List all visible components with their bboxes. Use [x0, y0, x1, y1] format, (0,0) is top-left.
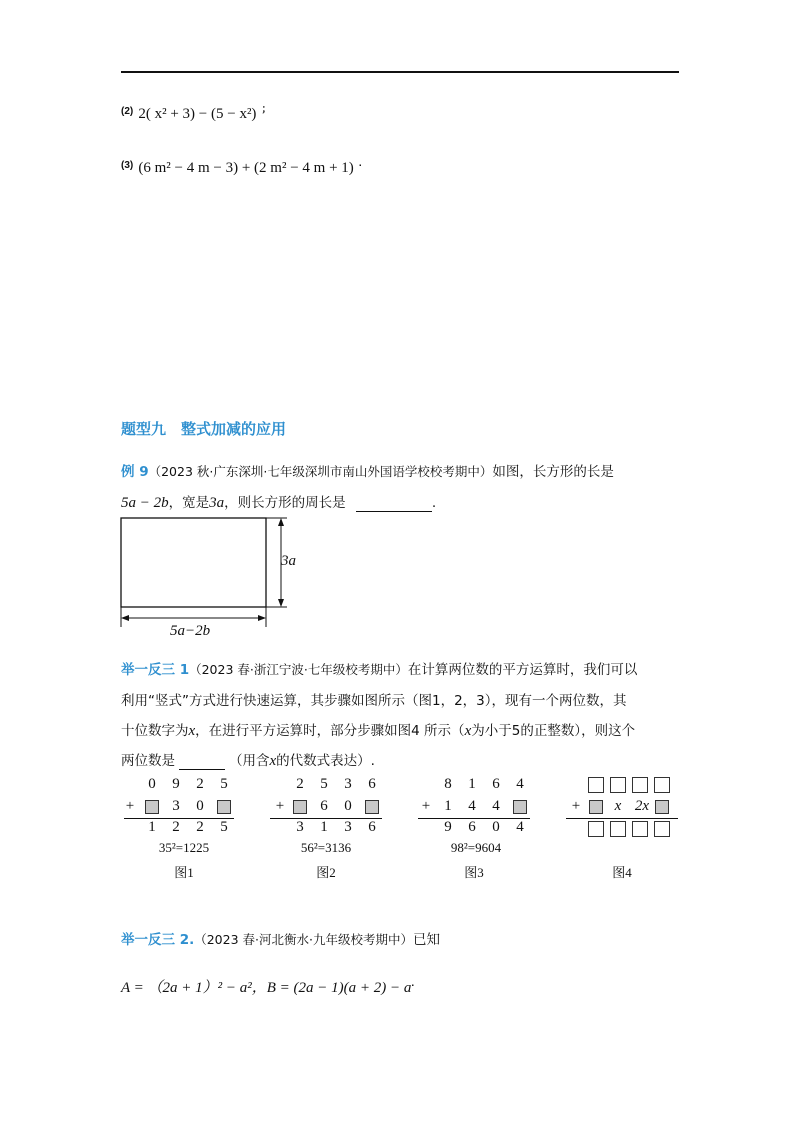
- digit: 1: [320, 819, 328, 835]
- shaded-box: [365, 800, 379, 814]
- item-number: (3): [121, 160, 134, 171]
- length-expression: 5a − 2b: [121, 495, 169, 511]
- shaded-box: [217, 800, 231, 814]
- arrowhead-icon: [278, 599, 284, 607]
- example-text: ，宽是: [168, 495, 210, 511]
- digit: 8: [444, 776, 452, 792]
- digit: 4: [516, 776, 524, 792]
- arrowhead-icon: [278, 518, 284, 526]
- digit: 9: [444, 819, 452, 835]
- digit: 3: [296, 819, 304, 835]
- plus-sign: +: [571, 798, 581, 814]
- vertical-calc-figure-2: [270, 776, 380, 876]
- figure-caption: 图2: [316, 865, 336, 880]
- section-title: 题型九 整式加减的应用: [121, 420, 287, 438]
- digit: 3: [344, 776, 352, 792]
- digit: 3: [172, 798, 180, 814]
- header-rule: [121, 71, 679, 73]
- digit: 1: [148, 819, 156, 835]
- practice-text: ，在进行平方运算时，部分步骤如图4 所示（: [195, 723, 465, 739]
- figure-equation: 56²=3136: [300, 840, 352, 855]
- practice-text: 已知: [412, 932, 440, 948]
- plus-sign: +: [125, 798, 135, 814]
- shaded-box: [513, 800, 527, 814]
- empty-box[interactable]: [654, 777, 670, 793]
- practice-1-line-2: 利用“竖式”方式进行快速运算，其步骤如图所示（图1，2，3），现有一个两位数，其: [121, 693, 627, 709]
- example-text: ，则长方形的周长是: [224, 495, 346, 511]
- variable-x: x: [614, 798, 622, 814]
- practice-text: 两位数是: [121, 753, 175, 769]
- empty-box[interactable]: [610, 821, 626, 837]
- shaded-box: [293, 800, 307, 814]
- example-9-line-1: [121, 460, 614, 480]
- digit: 6: [492, 776, 500, 792]
- item-2: [121, 103, 272, 123]
- empty-box[interactable]: [588, 821, 604, 837]
- width-label: 3a: [281, 553, 296, 569]
- digit: 0: [148, 776, 156, 792]
- answer-blank[interactable]: [179, 753, 225, 770]
- example-text: 如图，长方形的长是: [492, 464, 614, 480]
- empty-box[interactable]: [610, 777, 626, 793]
- digit: 2: [196, 819, 204, 835]
- digit: 2: [196, 776, 204, 792]
- vertical-calc-figure-1: [124, 776, 234, 876]
- practice-source: （2023 春·河北衡水·九年级校考期中）: [194, 932, 413, 947]
- rectangle-figure: [115, 515, 315, 635]
- practice-text: 为小于5的正整数），则这个: [471, 723, 636, 739]
- digit: 1: [468, 776, 476, 792]
- variable-x: x: [188, 723, 196, 739]
- practice-text: 的代数式表达）.: [276, 753, 375, 769]
- arrowhead-icon: [258, 615, 266, 621]
- figure-caption: 图1: [174, 865, 194, 880]
- item-punct: ；: [261, 104, 272, 115]
- empty-box[interactable]: [588, 777, 604, 793]
- vertical-calc-figure-3: [418, 776, 533, 876]
- practice-text: 十位数字为: [121, 723, 189, 739]
- expression-b: B = (2a − 1)(a + 2) − a: [266, 980, 412, 996]
- digit: 1: [444, 798, 452, 814]
- digit: 0: [344, 798, 352, 814]
- digit: 0: [492, 819, 500, 835]
- empty-box[interactable]: [654, 821, 670, 837]
- digit: 0: [196, 798, 204, 814]
- practice-label: 举一反三 2.: [121, 932, 195, 948]
- empty-box[interactable]: [632, 777, 648, 793]
- example-9-line-2: [121, 491, 436, 512]
- rectangle: [121, 518, 266, 607]
- digit: 6: [320, 798, 328, 814]
- figure-equation: 98²=9604: [450, 840, 502, 855]
- empty-box[interactable]: [632, 821, 648, 837]
- digit: 4: [492, 798, 500, 814]
- item-3: [121, 157, 362, 177]
- digit: 3: [344, 819, 352, 835]
- digit: 4: [516, 819, 524, 835]
- example-source: （2023 秋·广东深圳·七年级深圳市南山外国语学校校考期中）: [148, 464, 493, 479]
- digit: 4: [468, 798, 476, 814]
- shaded-box: [655, 800, 669, 814]
- shaded-box: [589, 800, 603, 814]
- variable-2x: 2x: [634, 798, 650, 814]
- arrowhead-icon: [121, 615, 129, 621]
- digit: 2: [172, 819, 180, 835]
- item-number: (2): [121, 106, 134, 117]
- digit: 5: [220, 776, 228, 792]
- item-punct: .: [358, 158, 362, 169]
- figure-caption: 图3: [464, 865, 484, 880]
- item-expression: (6 m² − 4 m − 3) + (2 m² − 4 m + 1): [138, 160, 354, 176]
- expression-end: .: [411, 978, 415, 989]
- item-expression: 2( x² + 3) − (5 − x²): [138, 106, 257, 122]
- practice-2-expressions: [121, 976, 414, 997]
- figure-equation: 35²=1225: [158, 840, 210, 855]
- length-label: 5a−2b: [170, 623, 211, 639]
- practice-source: （2023 春·浙江宁波·七年级校考期中）: [189, 662, 408, 677]
- answer-blank[interactable]: [356, 495, 432, 512]
- practice-text: （用含: [229, 753, 270, 769]
- variable-x: x: [269, 753, 277, 769]
- sum-line: [566, 818, 678, 819]
- shaded-box: [145, 800, 159, 814]
- example-end: .: [431, 495, 437, 511]
- practice-1-line-3: [121, 719, 635, 740]
- example-label: 例 9: [121, 464, 149, 480]
- expression-a: A = （2a + 1）² − a²，: [121, 980, 267, 996]
- digit: 5: [220, 819, 228, 835]
- practice-1-line-4: [121, 749, 375, 770]
- digit: 5: [320, 776, 328, 792]
- figure-caption: 图4: [612, 865, 632, 880]
- plus-sign: +: [275, 798, 285, 814]
- vertical-calc-figure-4: [566, 776, 680, 876]
- practice-label: 举一反三 1: [121, 662, 190, 678]
- practice-1-line-1: [121, 658, 637, 678]
- practice-2-line-1: [121, 928, 440, 948]
- digit: 9: [172, 776, 180, 792]
- digit: 6: [368, 819, 376, 835]
- practice-text: 在计算两位数的平方运算时，我们可以: [407, 662, 638, 678]
- plus-sign: +: [421, 798, 431, 814]
- variable-x: x: [464, 723, 472, 739]
- width-expression: 3a: [209, 495, 225, 511]
- digit: 2: [296, 776, 304, 792]
- digit: 6: [368, 776, 376, 792]
- digit: 6: [468, 819, 476, 835]
